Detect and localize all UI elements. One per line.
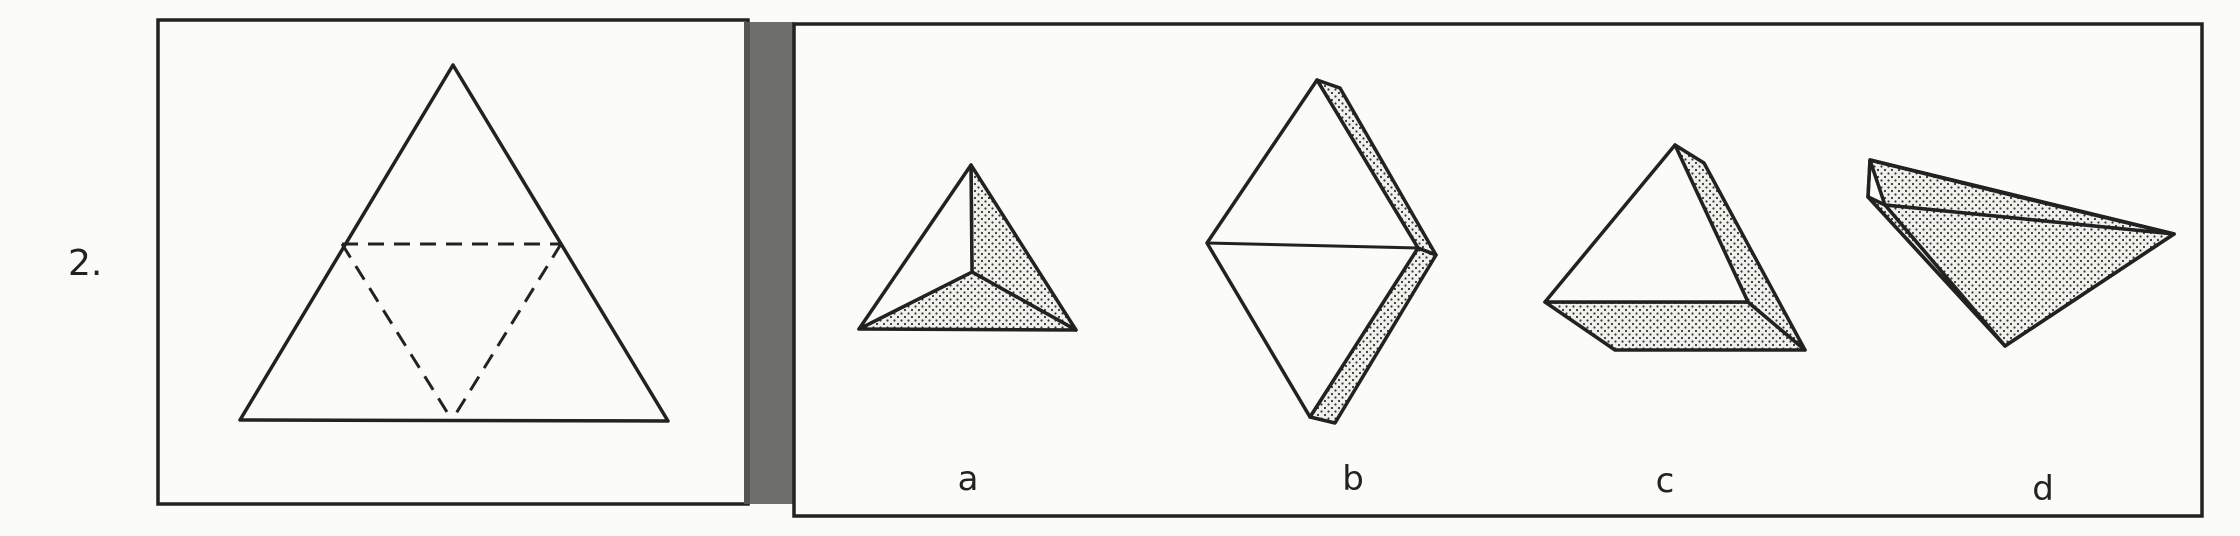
option-c-shape xyxy=(1545,145,1805,350)
option-b-label: b xyxy=(1342,459,1364,499)
net-fold-lines xyxy=(342,244,561,420)
net-panel xyxy=(158,20,748,504)
option-c-label: c xyxy=(1655,461,1675,501)
option-d-label: d xyxy=(2032,469,2054,509)
question-number: 2. xyxy=(68,243,103,284)
option-a-shape xyxy=(859,165,1076,330)
option-b-shape xyxy=(1207,80,1436,423)
option-d-shape xyxy=(1868,160,2174,346)
panel-divider xyxy=(744,22,794,504)
option-a-label: a xyxy=(957,459,979,499)
